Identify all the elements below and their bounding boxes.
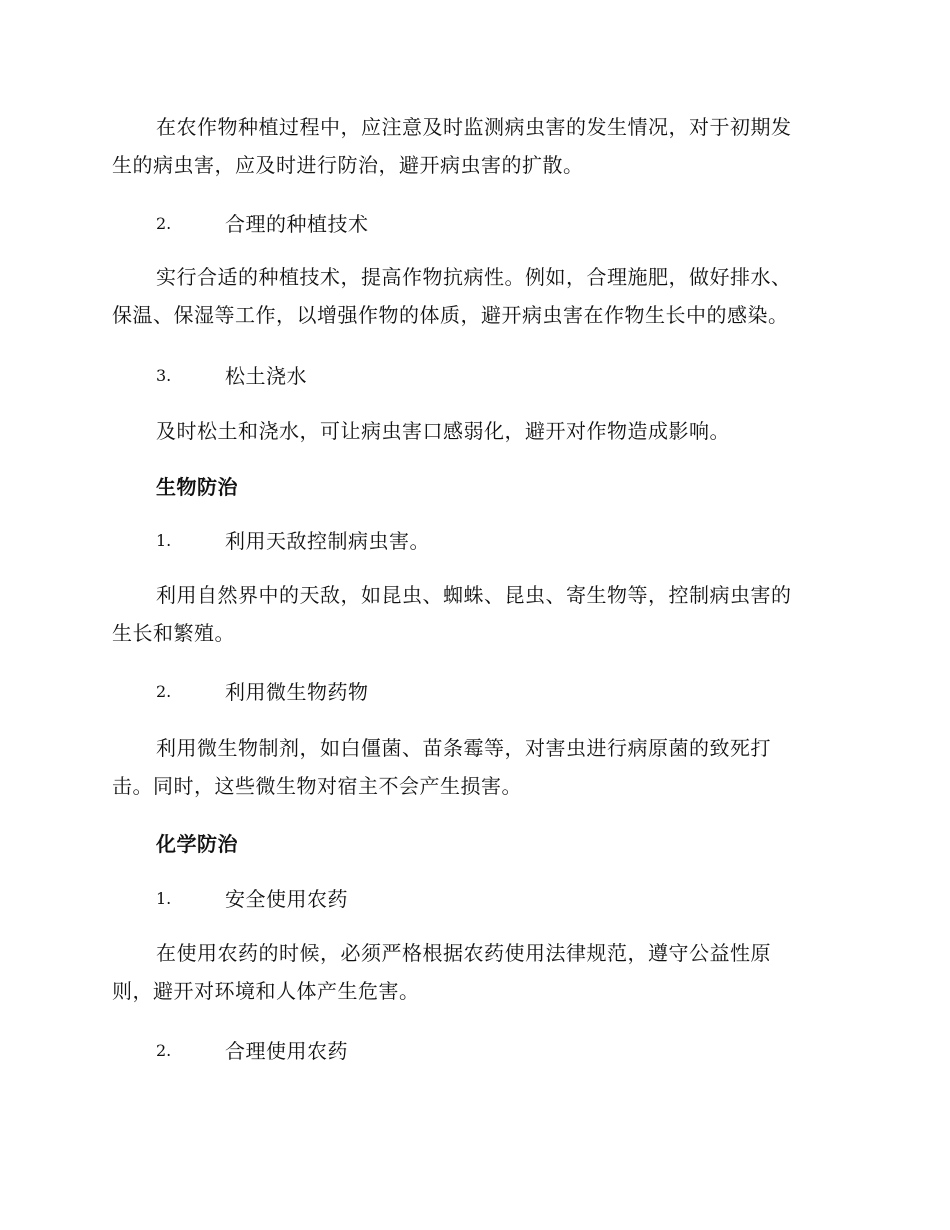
list-item-rational-pesticide [112, 1032, 832, 1070]
list-text: 利用微生物药物 [225, 680, 369, 704]
paragraph-line: 及时松土和浇水，可让病虫害口感弱化，避开对作物造成影响。 [156, 419, 730, 443]
paragraph-line: 在农作物种植过程中，应注意及时监测病虫害的发生情况，对于初期发 [156, 115, 792, 139]
paragraph-technique [112, 258, 832, 334]
list-number: 2. [156, 214, 172, 233]
paragraph-line: 保温、保湿等工作，以增强作物的体质，避开病虫害在作物生长中的感染。 [112, 303, 789, 327]
paragraph-monitoring [112, 108, 832, 184]
list-number: 3. [156, 366, 172, 385]
paragraph-line: 利用微生物制剂，如白僵菌、苗条霉等，对害虫进行病原菌的致死打 [156, 736, 771, 760]
list-item-planting-technique [112, 205, 832, 243]
paragraph-line: 实行合适的种植技术，提高作物抗病性。例如，合理施肥，做好排水、 [156, 265, 792, 289]
list-text: 利用天敌控制病虫害。 [225, 529, 430, 553]
list-item-microbial-pesticides [112, 673, 832, 711]
list-item-loosen-soil [112, 357, 832, 395]
list-number: 2. [156, 682, 172, 701]
paragraph-line: 生的病虫害，应及时进行防治，避开病虫害的扩散。 [112, 153, 584, 177]
list-text: 合理的种植技术 [225, 212, 369, 236]
list-text: 合理使用农药 [225, 1039, 348, 1063]
list-text: 安全使用农药 [225, 887, 348, 911]
heading-biological-control: 生物防治 [156, 475, 238, 499]
paragraph-safe-pesticide [112, 934, 832, 1010]
list-text: 松土浇水 [225, 364, 307, 388]
list-number: 1. [156, 531, 172, 550]
paragraph-line: 生长和繁殖。 [112, 621, 235, 645]
list-number: 2. [156, 1041, 172, 1060]
paragraph-microbial [112, 729, 832, 805]
list-item-natural-enemies [112, 522, 832, 560]
paragraph-line: 击。同时，这些微生物对宿主不会产生损害。 [112, 774, 522, 798]
list-number: 1. [156, 889, 172, 908]
heading-chemical-control: 化学防治 [156, 832, 238, 856]
paragraph-natural-enemies [112, 576, 832, 652]
paragraph-line: 在使用农药的时候，必须严格根据农药使用法律规范，遵守公益性原 [156, 941, 771, 965]
paragraph-loosen-soil [112, 412, 832, 450]
list-item-safe-pesticide [112, 880, 832, 918]
paragraph-line: 利用自然界中的天敌，如昆虫、蜘蛛、昆虫、寄生物等，控制病虫害的 [156, 583, 792, 607]
paragraph-line: 则，避开对环境和人体产生危害。 [112, 979, 420, 1003]
